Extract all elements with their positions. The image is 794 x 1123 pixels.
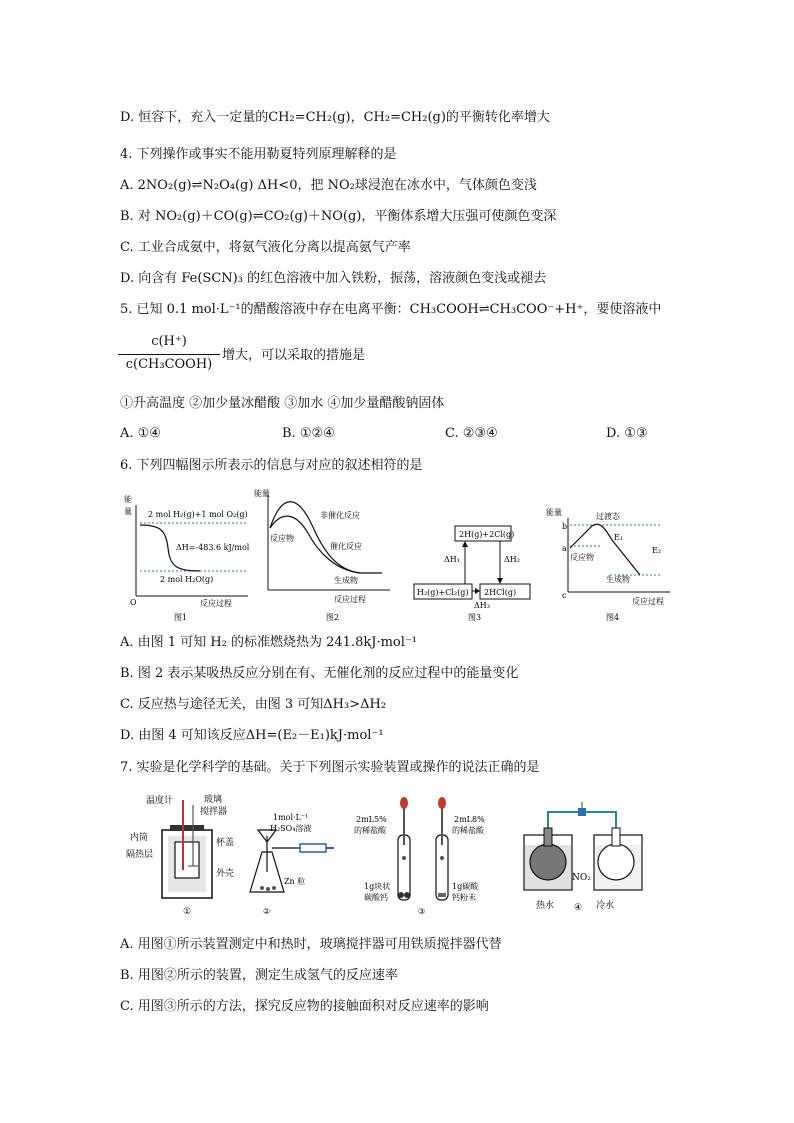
apparatus-3-test-tubes [354, 797, 485, 916]
fig1-xlabel: 反应过程 [200, 599, 232, 608]
fig1-dh-label: ΔH=-483.6 kJ/mol [176, 543, 250, 552]
figure-1 [124, 494, 250, 622]
fig4-b: b [562, 522, 568, 531]
ap3-bottom-right-1: 1g碳酸 [452, 882, 479, 891]
ap3-bottom-left-1: 1g块状 [364, 882, 391, 891]
q6-stem: 6. 下列四幅图示所表示的信息与对应的叙述相符的是 [120, 458, 423, 473]
fig2-product-label: 生成物 [334, 576, 358, 585]
q7-option-b: B. 用图②所示的装置，测定生成氢气的反应速率 [120, 968, 398, 983]
q6-option-b: B. 图 2 表示某吸热反应分别在有、无催化剂的反应过程中的能量变化 [120, 666, 519, 681]
figure-4 [546, 507, 670, 622]
fig3-right-box: 2HCl(g) [484, 588, 517, 597]
figure-2 [254, 488, 390, 622]
q7-option-c: C. 用图③所示的方法，探究反应物的接触面积对反应速率的影响 [120, 999, 489, 1014]
ap3-right-label-1: 2mL8% [454, 815, 485, 824]
fig3-caption: 图3 [468, 613, 482, 622]
ap4-hot-water: 热水 [536, 901, 555, 911]
apparatus-4-no2-flasks [524, 802, 642, 913]
fig2-xlabel: 反应过程 [334, 595, 366, 604]
ap4-no2-label: NO₂ [572, 873, 591, 883]
q4-option-d: D. 向含有 Fe(SCN)₃ 的红色溶液中加入铁粉，振荡，溶液颜色变浅或褪去 [120, 271, 547, 286]
apparatus-1-calorimeter [126, 793, 234, 917]
figure-3 [414, 526, 530, 622]
ap1-glass-label-1: 玻璃 [204, 795, 223, 805]
q5-option-b: B. ①②④ [282, 426, 335, 441]
ap1-number: ① [183, 907, 192, 917]
ap2-concentration: 1mol·L⁻¹ [273, 813, 309, 822]
ap1-insulation-label: 隔热层 [126, 850, 154, 860]
fig2-uncat-label: 非催化反应 [320, 511, 360, 520]
q6-figures [0, 480, 794, 626]
q6-option-d: D. 由图 4 可知该反应ΔH=(E₂－E₁)kJ·mol⁻¹ [120, 728, 384, 743]
fig3-dh2: ΔH₂ [504, 555, 520, 564]
fig3-dh3: ΔH₃ [474, 601, 490, 610]
ap3-left-label-1: 2mL5% [356, 815, 387, 824]
fig3-dh1: ΔH₁ [444, 555, 460, 564]
fig2-caption: 图2 [326, 613, 340, 622]
fig3-left-box: H₂(g)+Cl₂(g) [417, 588, 469, 597]
ap1-shell-label: 外壳 [216, 869, 235, 879]
fig4-e1: E₁ [614, 533, 624, 542]
q7-option-a: A. 用图①所示装置测定中和热时，玻璃搅拌器可用铁质搅拌器代替 [120, 937, 502, 952]
q3-option-d: D. 恒容下，充入一定量的CH₂=CH₂(g)，CH₂=CH₂(g)的平衡转化率增大 [120, 110, 550, 125]
fig2-cat-label: 催化反应 [330, 542, 362, 551]
fig4-caption: 图4 [606, 613, 620, 622]
ap1-inner-label: 内筒 [130, 833, 149, 843]
ap4-cold-water: 冷水 [596, 901, 615, 911]
fig4-c: c [562, 591, 567, 600]
ap1-thermometer-label: 温度计 [146, 796, 174, 806]
q5-fraction-denominator: c(CH₃COOH) [125, 357, 213, 372]
q5-option-c: C. ②③④ [445, 426, 498, 441]
q7-apparatus [0, 785, 794, 920]
fig3-top-box: 2H(g)+2Cl(g) [459, 530, 515, 539]
ap2-solution: H₂SO₄溶液 [270, 824, 312, 833]
apparatus-2-flask [250, 813, 334, 916]
q7-stem: 7. 实验是化学科学的基础。关于下列图示实验装置或操作的说法正确的是 [120, 760, 540, 775]
q5-after-fraction: 增大，可以采取的措施是 [222, 348, 366, 363]
q5-measures: ①升高温度 ②加少量冰醋酸 ③加水 ④加少量醋酸钠固体 [120, 396, 445, 411]
ap1-lid-label: 杯盖 [216, 838, 235, 848]
ap3-bottom-left-2: 碳酸钙 [364, 893, 388, 902]
ap1-glass-label-2: 搅拌器 [200, 807, 228, 817]
fig4-e2: E₂ [652, 546, 662, 555]
fig2-reactant-label: 反应物 [270, 534, 294, 543]
fig2-ylabel: 能量 [254, 489, 270, 498]
q5-stem: 5. 已知 0.1 mol·L⁻¹的醋酸溶液中存在电离平衡：CH₃COOH⇌CH₃COO⁻+H⁺，要使溶液中 [120, 302, 662, 317]
q6-option-c: C. 反应热与途径无关，由图 3 可知ΔH₃>ΔH₂ [120, 697, 387, 712]
ap3-left-label-2: 的稀盐酸 [354, 826, 386, 835]
fig4-ts-label: 过渡态 [596, 512, 620, 521]
ap3-bottom-right-2: 钙粉末 [452, 893, 476, 902]
q5-option-a: A. ①④ [120, 426, 161, 441]
q4-option-c: C. 工业合成氨中，将氨气液化分离以提高氨气产率 [120, 240, 411, 255]
ap4-number: ④ [574, 903, 583, 913]
q5-fraction-numerator: c(H⁺) [151, 334, 187, 349]
q5-fraction [118, 334, 220, 372]
ap3-right-label-2: 的稀盐酸 [452, 826, 484, 835]
q4-option-b: B. 对 NO₂(g)＋CO(g)⇌CO₂(g)＋NO(g)，平衡体系增大压强可使颜色变深 [120, 209, 557, 224]
fig4-prod: 生成物 [606, 575, 630, 584]
fig1-ylabel-1: 能 [124, 495, 132, 504]
fig1-bottom-label: 2 mol H₂O(g) [160, 575, 214, 584]
ap2-zn-label: Zn 粒 [284, 877, 306, 886]
fig4-a: a [562, 544, 567, 553]
ap3-number: ③ [418, 907, 426, 916]
fig4-xlabel: 反应过程 [632, 597, 664, 606]
q5-fraction-bar [118, 354, 220, 355]
fig4-react: 反应物 [570, 553, 594, 562]
fig1-top-label: 2 mol H₂(g)+1 mol O₂(g) [148, 510, 248, 519]
q4-option-a: A. 2NO₂(g)⇌N₂O₄(g) ΔH<0，把 NO₂球浸泡在冰水中，气体颜色变浅 [120, 178, 537, 193]
fig4-ylabel: 能量 [546, 508, 562, 517]
fig1-origin: O [130, 598, 137, 607]
fig1-caption: 图1 [174, 613, 188, 622]
q6-option-a: A. 由图 1 可知 H₂ 的标准燃烧热为 241.8kJ·mol⁻¹ [120, 635, 417, 650]
q4-stem: 4. 下列操作或事实不能用勒夏特列原理解释的是 [120, 147, 397, 162]
fig1-ylabel-2: 量 [124, 507, 132, 516]
ap2-number: ② [263, 907, 271, 916]
q5-option-d: D. ①③ [606, 426, 648, 441]
